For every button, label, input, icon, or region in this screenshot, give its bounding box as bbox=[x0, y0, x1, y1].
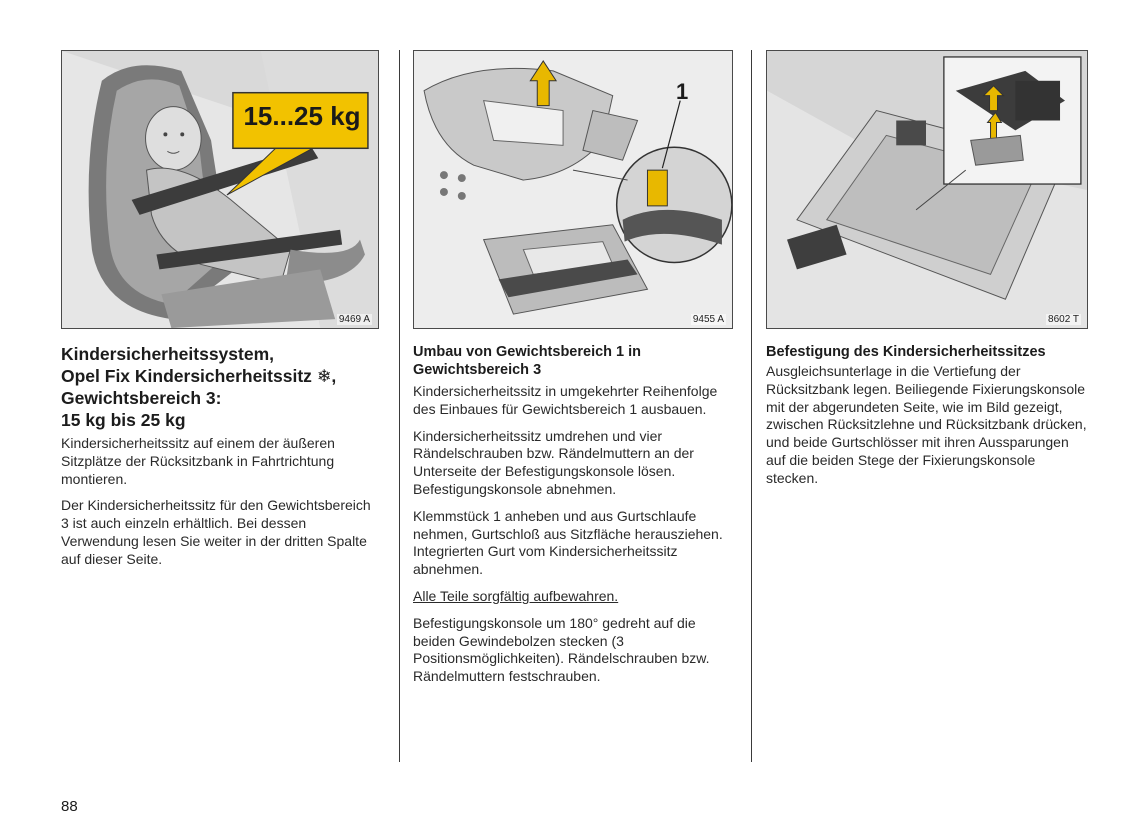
paragraph: Kindersicherheitssitz in umgekehrter Reihenfolge des Einbaues für Gewichtsbereich 1 ausbauen. bbox=[413, 383, 718, 417]
paragraph: Kindersicherheitssitz umdrehen und vier Rändelschrauben bzw. Rändelmuttern an der Unterseite der Befestigungskonsole lösen. Befestigungskonsole abnehmen. bbox=[413, 427, 694, 497]
figure-code: 9469 A bbox=[338, 314, 370, 325]
section-heading-line: Umbau von Gewichtsbereich 1 in bbox=[413, 344, 642, 360]
section-heading-line: Gewichtsbereich 3: bbox=[61, 388, 222, 408]
child-seat-illustration bbox=[62, 51, 378, 328]
column-divider-2 bbox=[751, 50, 752, 762]
figure-code: 8602 T bbox=[1048, 314, 1079, 325]
column-1 bbox=[61, 343, 379, 569]
column-3 bbox=[766, 343, 1090, 488]
paragraph: Befestigungskonsole um 180° gedreht auf die beiden Gewindebolzen stecken (3 Positionsmöglichkeiten). Rändelschrauben bzw. Rändelmuttern festschrauben. bbox=[413, 614, 710, 685]
callout-number: 1 bbox=[676, 79, 689, 104]
figure-fixing-console bbox=[766, 50, 1088, 329]
section-heading: Befestigung des Kindersicherheitssitzes bbox=[766, 344, 1046, 360]
paragraph: Klemmstück 1 anheben und aus Gurtschlaufe nehmen, Gurtschloß aus Sitzfläche herausziehen. Integrierten Gurt vom Kindersicherheitssitz abnehmen. bbox=[413, 507, 723, 578]
paragraph: Der Kindersicherheitssitz für den Gewichtsbereich 3 ist auch einzeln erhältlich. Bei dessen Verwendung lesen Sie weiter in der dritten Spalte auf dieser Seite. bbox=[61, 497, 371, 567]
page-number: 88 bbox=[61, 798, 78, 815]
column-2 bbox=[413, 343, 739, 686]
fixing-console-illustration bbox=[767, 51, 1087, 328]
weight-badge: 15...25 kg bbox=[243, 101, 361, 131]
section-heading-line: Opel Fix Kindersicherheitssitz ❄, bbox=[61, 366, 337, 386]
figure-code: 9455 A bbox=[692, 314, 724, 325]
section-heading-line: Kindersicherheitssystem, bbox=[61, 344, 275, 364]
figure-child-seat bbox=[61, 50, 379, 329]
section-heading-line: 15 kg bis 25 kg bbox=[61, 410, 186, 430]
column-divider-1 bbox=[399, 50, 400, 762]
section-heading-line: Gewichtsbereich 3 bbox=[413, 362, 542, 378]
figure-seat-base bbox=[413, 50, 733, 329]
paragraph: Ausgleichsunterlage in die Vertiefung der Rücksitzbank legen. Beiliegende Fixierungskonsole mit der abgerundeten Seite, wie im Bild gezeigt, zwischen Rücksitzlehne und Rücksitzbank drücken, und beide Gurtschlösser mit ihren Aussparungen auf die beiden Stege der Fixierungskonsole stecken. bbox=[766, 363, 1087, 486]
paragraph-note: Alle Teile sorgfältig aufbewahren. bbox=[413, 587, 619, 604]
paragraph: Kindersicherheitssitz auf einem der äußeren Sitzplätze der Rücksitzbank in Fahrtrichtung montieren. bbox=[61, 435, 335, 487]
